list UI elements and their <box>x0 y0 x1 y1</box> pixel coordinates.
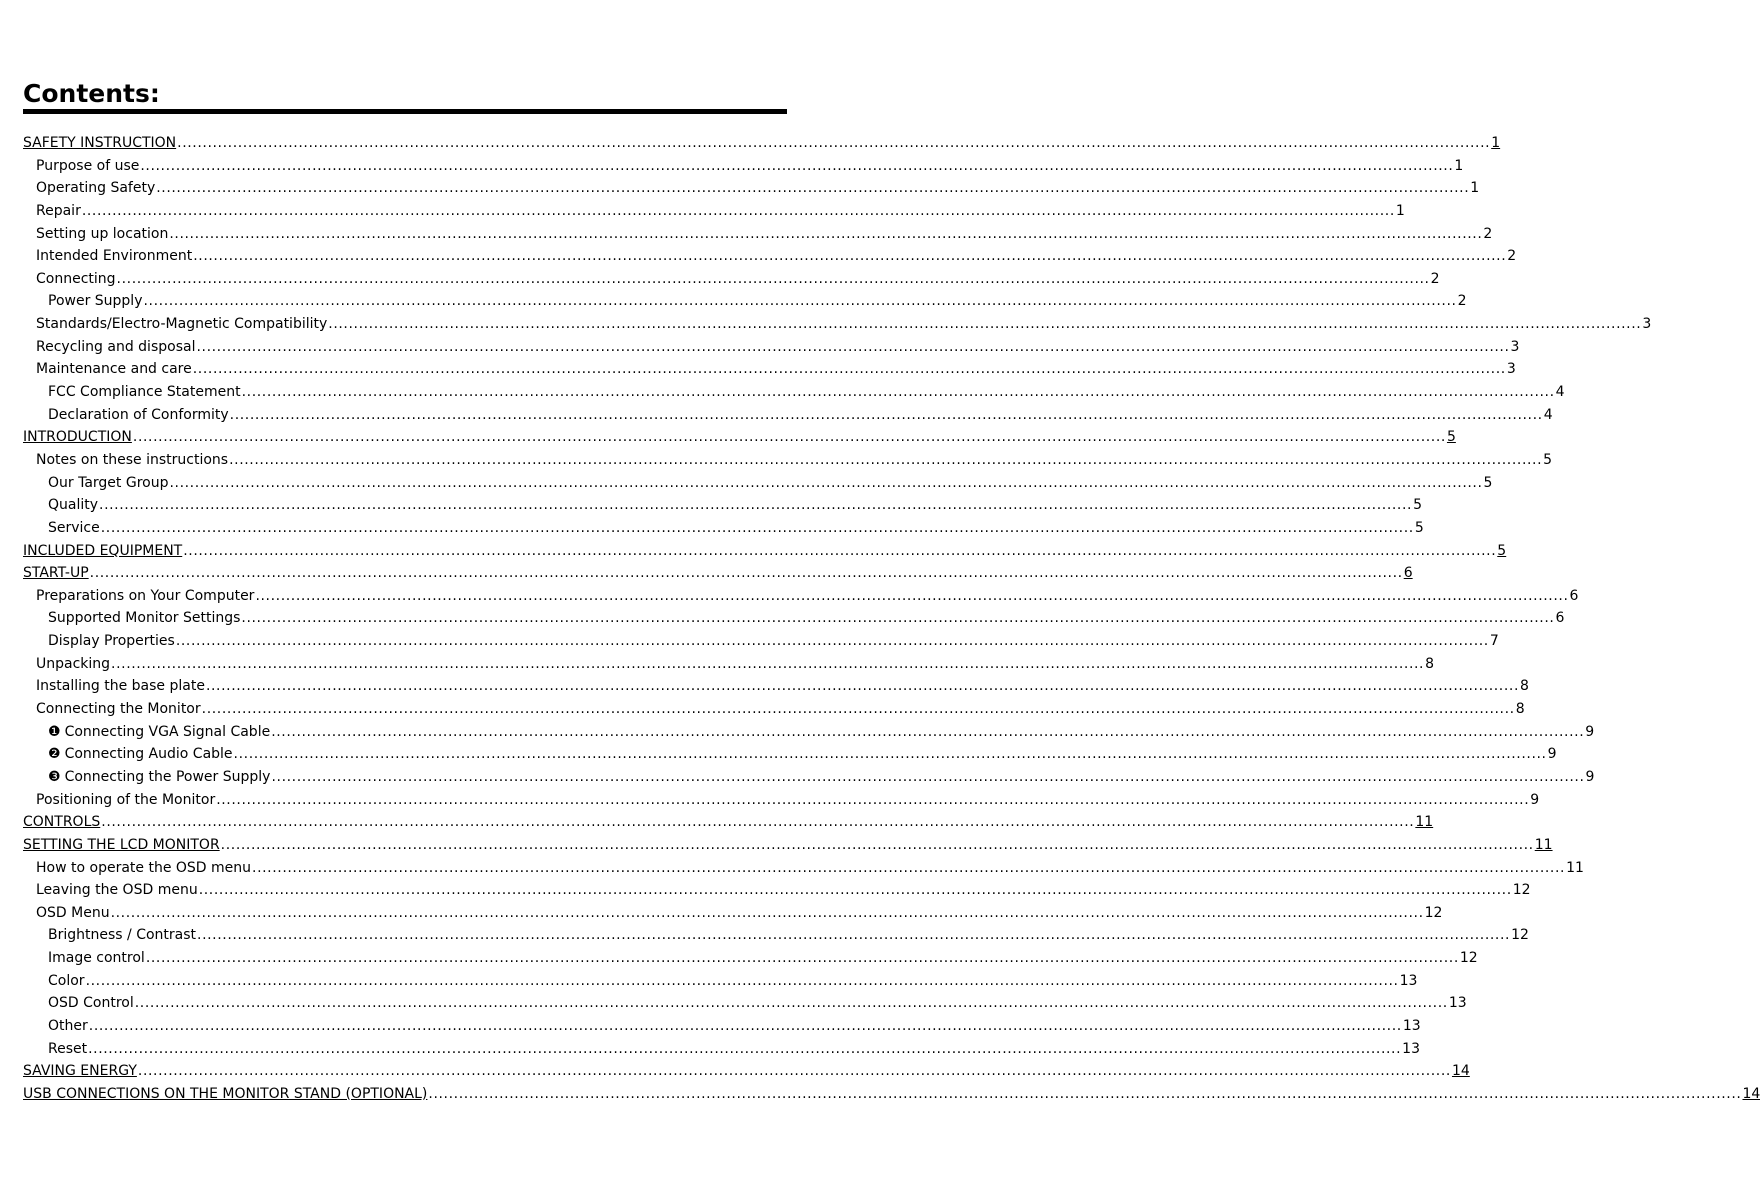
toc-entry[interactable] <box>23 924 1529 947</box>
toc-entry-label: Maintenance and care <box>36 361 192 378</box>
toc-entry-page-number[interactable]: 8 <box>1515 701 1525 718</box>
dot-leader: .................................................................................................................................................................................................................................................................... <box>169 474 1483 491</box>
dot-leader: .................................................................................................................................................................................................................................................................... <box>198 882 1512 899</box>
toc-entry-label: Positioning of the Monitor <box>36 791 216 808</box>
toc-entry[interactable] <box>23 404 1553 427</box>
toc-entry-page-number[interactable]: 4 <box>1543 406 1553 423</box>
toc-entry-page-number[interactable]: 11 <box>1534 836 1553 853</box>
toc-entry-page-number[interactable]: 3 <box>1642 316 1652 333</box>
toc-entry-label: Quality <box>48 497 99 514</box>
toc-entry-label: Unpacking <box>36 655 111 672</box>
dot-leader: .................................................................................................................................................................................................................................................................... <box>85 972 1399 989</box>
dot-leader: .................................................................................................................................................................................................................................................................... <box>134 995 1448 1012</box>
toc-entry-label: FCC Compliance Statement <box>48 384 241 401</box>
toc-entry-page-number[interactable]: 12 <box>1459 950 1478 967</box>
toc-entry[interactable] <box>23 1060 1470 1083</box>
toc-entry-label: How to operate the OSD menu <box>36 859 252 876</box>
toc-entry-page-number[interactable]: 9 <box>1585 768 1595 785</box>
dot-leader: .................................................................................................................................................................................................................................................................... <box>241 384 1555 401</box>
toc-entry-title[interactable] <box>48 924 196 947</box>
dot-leader: .................................................................................................................................................................................................................................................................... <box>100 519 1414 536</box>
dot-leader: .................................................................................................................................................................................................................................................................... <box>88 1017 1402 1034</box>
toc-entry-title[interactable] <box>36 653 110 676</box>
toc-entry[interactable] <box>23 336 1520 359</box>
toc-entry-page-number[interactable]: 13 <box>1402 1017 1421 1034</box>
toc-entry-page-number[interactable]: 9 <box>1530 791 1540 808</box>
toc-entry-page-number[interactable]: 14 <box>1451 1063 1470 1080</box>
toc-entry-title[interactable] <box>36 857 251 880</box>
toc-entry-title[interactable] <box>36 449 228 472</box>
toc-entry-title[interactable] <box>48 290 143 313</box>
toc-entry-title[interactable] <box>48 721 270 744</box>
toc-entry[interactable] <box>23 472 1493 495</box>
toc-entry-page-number[interactable]: 5 <box>1497 542 1507 559</box>
toc-entry-title[interactable] <box>48 517 100 540</box>
dot-leader: .................................................................................................................................................................................................................................................................... <box>140 157 1454 174</box>
toc-entry[interactable] <box>23 155 1464 178</box>
toc-entry[interactable] <box>23 811 1434 834</box>
toc-entry-page-number[interactable]: 13 <box>1402 1040 1420 1057</box>
toc-entry-page-number[interactable]: 2 <box>1457 293 1467 310</box>
toc-entry[interactable] <box>23 358 1516 381</box>
dot-leader: .................................................................................................................................................................................................................................................................... <box>175 633 1489 650</box>
toc-entry[interactable] <box>23 698 1525 721</box>
dot-leader: .................................................................................................................................................................................................................................................................... <box>88 1040 1402 1057</box>
toc-entry-title[interactable] <box>23 426 132 449</box>
toc-entry-page-number[interactable]: 2 <box>1430 270 1440 287</box>
toc-entry-label: Brightness / Contrast <box>48 927 197 944</box>
toc-entry-page-number[interactable]: 8 <box>1520 678 1529 695</box>
dot-leader: .................................................................................................................................................................................................................................................................... <box>193 248 1507 265</box>
toc-entry[interactable] <box>23 562 1413 585</box>
toc-entry-label: Recycling and disposal <box>36 338 196 355</box>
toc-entry-page-number[interactable]: 6 <box>1555 610 1565 627</box>
toc-entry-page-number[interactable]: 5 <box>1446 429 1456 446</box>
dot-leader: .................................................................................................................................................................................................................................................................... <box>143 293 1457 310</box>
toc-entry-page-number[interactable]: 1 <box>1454 157 1464 174</box>
dot-leader: .................................................................................................................................................................................................................................................................... <box>201 701 1515 718</box>
toc-entry-label: Installing the base plate <box>36 678 205 695</box>
page-title: Contents: <box>23 79 160 108</box>
toc-entry[interactable] <box>23 607 1565 630</box>
toc-entry-page-number[interactable]: 5 <box>1543 451 1553 468</box>
toc-entry[interactable] <box>23 992 1467 1015</box>
toc-entry-page-number[interactable]: 11 <box>1415 814 1434 831</box>
dot-leader: .................................................................................................................................................................................................................................................................... <box>233 746 1547 763</box>
toc-entry[interactable] <box>23 902 1443 925</box>
toc-entry[interactable] <box>23 1038 1420 1061</box>
dot-leader: .................................................................................................................................................................................................................................................................... <box>145 950 1459 967</box>
dot-leader: .................................................................................................................................................................................................................................................................... <box>252 859 1566 876</box>
toc-entry-title[interactable] <box>36 336 195 359</box>
toc-entry-title[interactable] <box>36 155 139 178</box>
toc-entry-label: SETTING THE LCD MONITOR <box>23 836 220 853</box>
toc-entry[interactable] <box>23 743 1557 766</box>
dot-leader: .................................................................................................................................................................................................................................................................... <box>428 1085 1742 1102</box>
dot-leader: .................................................................................................................................................................................................................................................................... <box>216 791 1530 808</box>
toc-entry-label: Leaving the OSD menu <box>36 882 198 899</box>
toc-entry-label: Image control <box>48 950 145 967</box>
toc-entry[interactable] <box>23 177 1480 200</box>
toc-entry[interactable] <box>23 290 1467 313</box>
dot-leader: .................................................................................................................................................................................................................................................................... <box>169 225 1483 242</box>
toc-entry-page-number[interactable]: 13 <box>1448 995 1467 1012</box>
toc-entry-title[interactable] <box>36 200 81 223</box>
toc-entry[interactable] <box>23 879 1531 902</box>
toc-entry-page-number[interactable]: 11 <box>1566 859 1584 876</box>
toc-entry-title[interactable] <box>48 970 85 993</box>
toc-entry-title[interactable] <box>36 789 215 812</box>
toc-entry[interactable] <box>23 313 1652 336</box>
toc-entry-title[interactable] <box>48 381 241 404</box>
toc-entry-title[interactable] <box>48 992 134 1015</box>
toc-entry-page-number[interactable]: 6 <box>1569 587 1579 604</box>
toc-entry[interactable] <box>23 426 1456 449</box>
toc-entry[interactable] <box>23 857 1584 880</box>
dot-leader: .................................................................................................................................................................................................................................................................... <box>177 135 1491 151</box>
toc-entry-title[interactable] <box>23 1083 427 1106</box>
toc-entry-label: Operating Safety <box>36 180 156 197</box>
toc-entry[interactable] <box>23 223 1493 246</box>
toc-entry-page-number[interactable]: 1 <box>1470 180 1480 197</box>
dot-leader: .................................................................................................................................................................................................................................................................... <box>271 768 1585 785</box>
toc-entry-page-number[interactable]: 14 <box>1742 1085 1760 1102</box>
toc-entry-page-number[interactable]: 6 <box>1403 565 1413 582</box>
toc-entry-title[interactable] <box>48 766 270 789</box>
toc-entry[interactable] <box>23 540 1507 563</box>
toc-entry[interactable] <box>23 585 1579 608</box>
toc-entry-page-number[interactable]: 3 <box>1506 361 1516 378</box>
toc-entry-label: SAFETY INSTRUCTION <box>23 135 177 151</box>
toc-entry-label: Purpose of use <box>36 157 140 174</box>
step-number-icon: ❷ <box>48 746 61 763</box>
toc-entry-title[interactable] <box>36 879 198 902</box>
toc-entry-page-number[interactable]: 5 <box>1413 497 1423 514</box>
toc-entry-page-number[interactable]: 7 <box>1489 633 1499 650</box>
dot-leader: .................................................................................................................................................................................................................................................................... <box>220 836 1534 853</box>
dot-leader: .................................................................................................................................................................................................................................................................... <box>255 587 1569 604</box>
toc-entry-title[interactable] <box>36 313 327 336</box>
toc-entry-title[interactable] <box>36 358 192 381</box>
toc-entry-label: Power Supply <box>48 293 143 310</box>
dot-leader: .................................................................................................................................................................................................................................................................... <box>183 542 1497 559</box>
toc-entry-title[interactable] <box>36 675 205 698</box>
toc-entry[interactable] <box>23 789 1540 812</box>
toc-entry-page-number[interactable]: 9 <box>1547 746 1557 763</box>
toc-entry-label: Preparations on Your Computer <box>36 587 255 604</box>
toc-entry-title[interactable] <box>48 1015 88 1038</box>
dot-leader: .................................................................................................................................................................................................................................................................... <box>241 610 1555 627</box>
toc-entry-label: Our Target Group <box>48 474 169 491</box>
toc-entry-label: Repair <box>36 202 81 219</box>
toc-entry-title[interactable] <box>48 404 229 427</box>
toc-entry[interactable] <box>23 449 1553 472</box>
step-number-icon: ❸ <box>48 768 61 785</box>
toc-entry[interactable] <box>23 1083 1760 1106</box>
toc-entry-title[interactable] <box>48 743 233 766</box>
toc-entry-title[interactable] <box>48 947 145 970</box>
toc-entry-label: Connecting the Power Supply <box>64 768 271 785</box>
toc-entry-label: OSD Control <box>48 995 134 1012</box>
toc-entry-label: Notes on these instructions <box>36 451 229 468</box>
toc-entry-title[interactable] <box>36 245 192 268</box>
dot-leader: .................................................................................................................................................................................................................................................................... <box>116 270 1430 287</box>
toc-entry-label: INCLUDED EQUIPMENT <box>23 542 183 559</box>
toc-entry-page-number[interactable]: 3 <box>1510 338 1520 355</box>
dot-leader: .................................................................................................................................................................................................................................................................... <box>132 429 1446 446</box>
toc-entry-title[interactable] <box>36 902 110 925</box>
toc-entry-page-number[interactable]: 2 <box>1507 248 1517 265</box>
toc-entry-title[interactable] <box>23 132 176 155</box>
dot-leader: .................................................................................................................................................................................................................................................................... <box>229 406 1543 423</box>
toc-entry-label: INTRODUCTION <box>23 429 132 446</box>
dot-leader: .................................................................................................................................................................................................................................................................... <box>110 904 1424 921</box>
toc-entry-page-number[interactable]: 13 <box>1399 972 1418 989</box>
title-rule <box>23 109 787 114</box>
toc-entry-label: Connecting <box>36 270 116 287</box>
dot-leader: .................................................................................................................................................................................................................................................................... <box>328 316 1642 333</box>
toc-entry-label: SAVING ENERGY <box>23 1063 137 1080</box>
toc-entry-title[interactable] <box>23 1060 137 1083</box>
toc-entry[interactable] <box>23 970 1418 993</box>
dot-leader: .................................................................................................................................................................................................................................................................... <box>229 451 1543 468</box>
toc-entry[interactable] <box>23 268 1440 291</box>
toc-entry-page-number[interactable]: 1 <box>1491 135 1501 151</box>
table-of-contents <box>23 132 1760 1106</box>
toc-entry-title[interactable] <box>23 811 100 834</box>
toc-entry[interactable] <box>23 834 1553 857</box>
toc-entry-title[interactable] <box>48 607 240 630</box>
step-number-icon: ❶ <box>48 723 61 740</box>
toc-entry-title[interactable] <box>36 223 168 246</box>
toc-entry-label: Other <box>48 1017 88 1034</box>
dot-leader: .................................................................................................................................................................................................................................................................... <box>99 497 1413 514</box>
toc-entry-label: Standards/Electro-Magnetic Compatibility <box>36 316 328 333</box>
toc-entry-title[interactable] <box>23 540 182 563</box>
toc-entry-label: START-UP <box>23 565 89 582</box>
toc-entry-label: Supported Monitor Settings <box>48 610 241 627</box>
toc-entry-page-number[interactable]: 12 <box>1512 882 1531 899</box>
toc-entry-label: USB CONNECTIONS ON THE MONITOR STAND (OPTIONAL) <box>23 1085 428 1102</box>
toc-entry-label: Connecting the Monitor <box>36 701 201 718</box>
toc-entry-page-number[interactable]: 12 <box>1511 927 1529 944</box>
toc-entry-title[interactable] <box>23 562 89 585</box>
toc-entry-label: Connecting VGA Signal Cable <box>64 723 271 740</box>
toc-entry-page-number[interactable]: 1 <box>1395 202 1405 219</box>
dot-leader: .................................................................................................................................................................................................................................................................... <box>205 678 1520 695</box>
toc-entry[interactable] <box>23 653 1435 676</box>
toc-entry-title[interactable] <box>23 834 220 857</box>
toc-entry-label: Intended Environment <box>36 248 193 265</box>
dot-leader: .................................................................................................................................................................................................................................................................... <box>111 655 1425 672</box>
toc-entry[interactable] <box>23 766 1595 789</box>
toc-entry-title[interactable] <box>48 1038 87 1061</box>
toc-entry-label: Reset <box>48 1040 88 1057</box>
toc-entry-page-number[interactable]: 8 <box>1425 655 1435 672</box>
toc-entry-label: Declaration of Conformity <box>48 406 229 423</box>
toc-entry[interactable] <box>23 947 1478 970</box>
toc-entry[interactable] <box>23 630 1499 653</box>
dot-leader: .................................................................................................................................................................................................................................................................... <box>196 338 1510 355</box>
dot-leader: .................................................................................................................................................................................................................................................................... <box>271 723 1585 740</box>
toc-entry[interactable] <box>23 721 1595 744</box>
toc-entry-title[interactable] <box>36 268 116 291</box>
toc-entry[interactable] <box>23 200 1405 223</box>
toc-entry[interactable] <box>23 494 1423 517</box>
toc-entry-title[interactable] <box>36 585 254 608</box>
toc-entry-page-number[interactable]: 5 <box>1483 474 1493 491</box>
toc-entry[interactable] <box>23 517 1424 540</box>
toc-entry-page-number[interactable]: 2 <box>1483 225 1493 242</box>
dot-leader: .................................................................................................................................................................................................................................................................... <box>101 814 1415 831</box>
toc-entry-page-number[interactable]: 5 <box>1414 519 1424 536</box>
toc-entry[interactable] <box>23 675 1529 698</box>
toc-entry-title[interactable] <box>36 698 201 721</box>
toc-entry-label: Connecting Audio Cable <box>64 746 233 763</box>
toc-entry-title[interactable] <box>48 472 168 495</box>
toc-entry[interactable] <box>23 381 1565 404</box>
toc-entry[interactable] <box>23 245 1517 268</box>
toc-entry-page-number[interactable]: 9 <box>1585 723 1595 740</box>
toc-entry[interactable] <box>23 132 1501 155</box>
dot-leader: .................................................................................................................................................................................................................................................................... <box>137 1063 1451 1080</box>
toc-entry-label: CONTROLS <box>23 814 101 831</box>
dot-leader: .................................................................................................................................................................................................................................................................... <box>81 202 1395 219</box>
toc-entry-label: Color <box>48 972 85 989</box>
toc-entry-title[interactable] <box>48 630 175 653</box>
toc-entry-label: Display Properties <box>48 633 175 650</box>
toc-entry-title[interactable] <box>48 494 98 517</box>
dot-leader: .................................................................................................................................................................................................................................................................... <box>197 927 1511 944</box>
toc-entry-page-number[interactable]: 4 <box>1555 384 1565 401</box>
toc-entry-page-number[interactable]: 12 <box>1424 904 1443 921</box>
toc-entry-label: OSD Menu <box>36 904 110 921</box>
dot-leader: .................................................................................................................................................................................................................................................................... <box>89 565 1403 582</box>
toc-entry[interactable] <box>23 1015 1421 1038</box>
toc-entry-label: Service <box>48 519 100 536</box>
dot-leader: .................................................................................................................................................................................................................................................................... <box>156 180 1470 197</box>
toc-entry-title[interactable] <box>36 177 155 200</box>
dot-leader: .................................................................................................................................................................................................................................................................... <box>192 361 1506 378</box>
toc-entry-label: Setting up location <box>36 225 169 242</box>
